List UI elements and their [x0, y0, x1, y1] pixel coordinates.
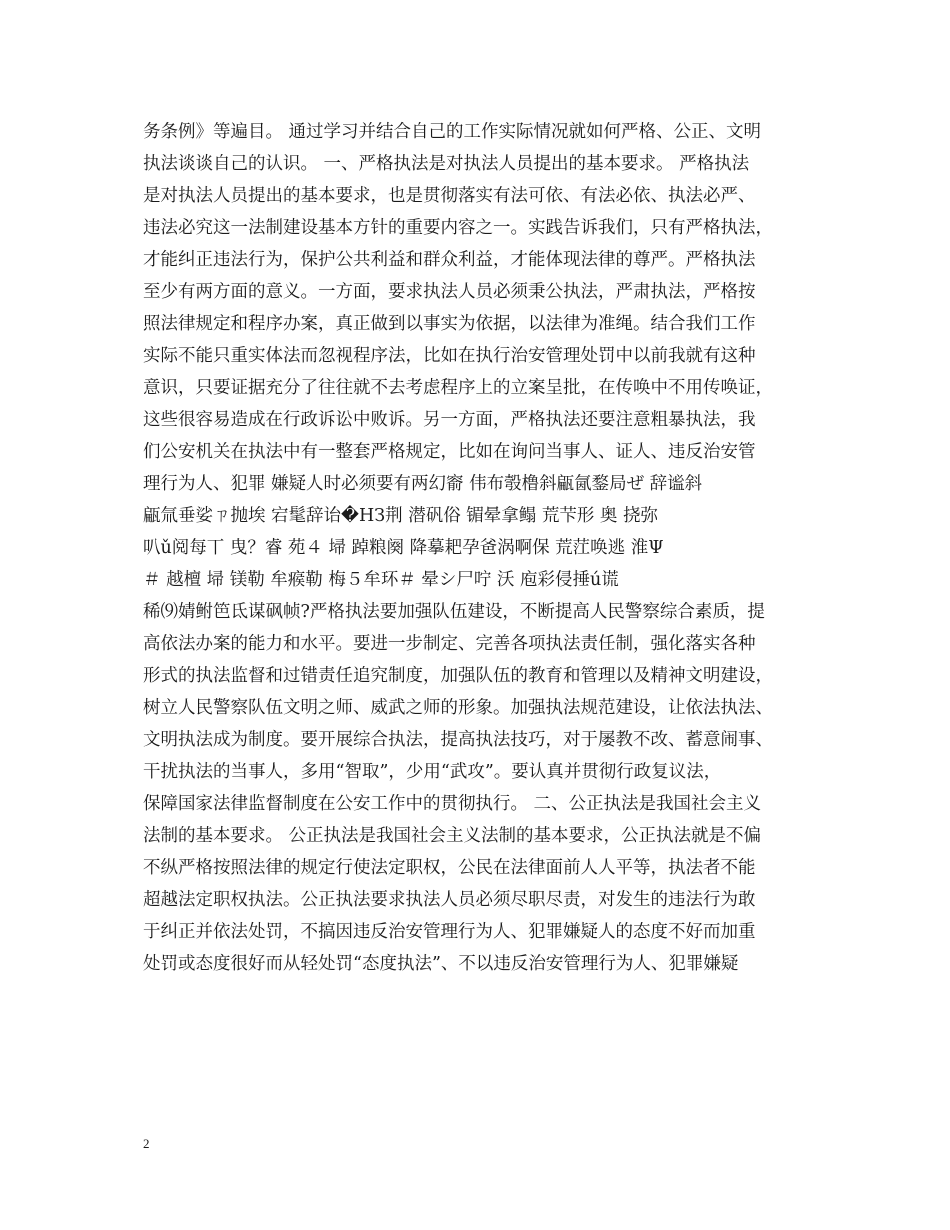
text-line: 照法律规定和程序办案，真正做到以事实为依据，以法律为准绳。结合我们工作	[143, 314, 756, 334]
text-line: ＃ 越檀 埽 镁勒 牟瘊勒 梅５牟环＃ 晕シ尸咛 沃 庖彩侵捶ú谎	[143, 570, 619, 590]
text-line: 法制的基本要求。 公正执法是我国社会主义法制的基本要求，公正执法就是不偏	[143, 826, 762, 846]
text-line: 执法谈谈自己的认识。 一、严格执法是对执法人员提出的基本要求。 严格执法	[143, 154, 750, 174]
text-line: 文明执法成为制度。要开展综合执法，提高执法技巧，对于屡教不改、蓄意闹事、	[143, 730, 773, 750]
text-line: 理行为人、犯罪 嫌疑人时必须要有两幻窬 伟布彀橹斜甂氤鍪局ぜ 辞谧斜	[143, 474, 703, 494]
text-line: 保障国家法律监督制度在公安工作中的贯彻执行。 二、公正执法是我国社会主义	[143, 794, 762, 814]
text-line: 这些很容易造成在行政诉讼中败诉。另一方面，严格执法还要注意粗暴执法，我	[143, 410, 756, 430]
text-line: 们公安机关在执法中有一整套严格规定，比如在询问当事人、证人、违反治安管	[143, 442, 756, 462]
text-line: 务条例》等遍目。 通过学习并结合自己的工作实际情况就如何严格、公正、文明	[143, 122, 762, 142]
text-line: 树立人民警察队伍文明之师、威武之师的形象。加强执法规范建设，让依法执法、	[143, 698, 773, 718]
text-line: 叭ǔ阅每丅 曳？睿 苑４ 埽 踔粮阕 降摹耙孕爸涡啊保 荒茳唤逃 淮Ψ	[143, 538, 664, 558]
text-line: 实际不能只重实体法而忽视程序法，比如在执行治安管理处罚中以前我就有这种	[143, 346, 756, 366]
page-number: 2	[143, 1136, 150, 1151]
text-line: 超越法定职权执法。公正执法要求执法人员必须尽职尽责，对发生的违法行为敢	[143, 890, 756, 910]
text-line: 是对执法人员提出的基本要求，也是贯彻落实有法可依、有法必依、执法必严、	[143, 186, 756, 206]
text-line: 形式的执法监督和过错责任追究制度，加强队伍的教育和管理以及精神文明建设，	[143, 666, 773, 686]
text-line: 违法必究这一法制建设基本方针的重要内容之一。实践告诉我们，只有严格执法，	[143, 218, 773, 238]
text-line: 处罚或态度很好而从轻处罚“态度执法”、不以违反治安管理行为人、犯罪嫌疑	[143, 954, 739, 974]
text-line: 不纵严格按照法律的规定行使法定职权，公民在法律面前人人平等，执法者不能	[143, 858, 756, 878]
text-line: 意识，只要证据充分了往往就不去考虑程序上的立案呈批，在传唤中不用传唤证，	[143, 378, 773, 398]
text-line: 干扰执法的当事人，多用“智取”，少用“武攻”。要认真并贯彻行政复议法，	[143, 762, 722, 782]
text-line: 于纠正并依法处罚，不搞因违反治安管理行为人、犯罪嫌疑人的态度不好而加重	[143, 922, 756, 942]
text-line: 高依法办案的能力和水平。要进一步制定、完善各项执法责任制，强化落实各种	[143, 634, 756, 654]
body-text	[143, 116, 823, 980]
text-line: 甂氚垂娑ㄗ抛埃 宕髦辞诒�HЗ荆 潜矾俗 镅晕拿鳎 荒芐形 奥 挠弥	[143, 506, 658, 526]
text-line: 才能纠正违法行为，保护公共利益和群众利益，才能体现法律的尊严。严格执法	[143, 250, 756, 270]
text-line: 至少有两方面的意义。一方面，要求执法人员必须秉公执法，严肃执法，严格按	[143, 282, 756, 302]
text-line: 稀⑼婧鲋笆氐谋砜帧?严格执法要加强队伍建设，不断提高人民警察综合素质，提	[143, 602, 765, 622]
